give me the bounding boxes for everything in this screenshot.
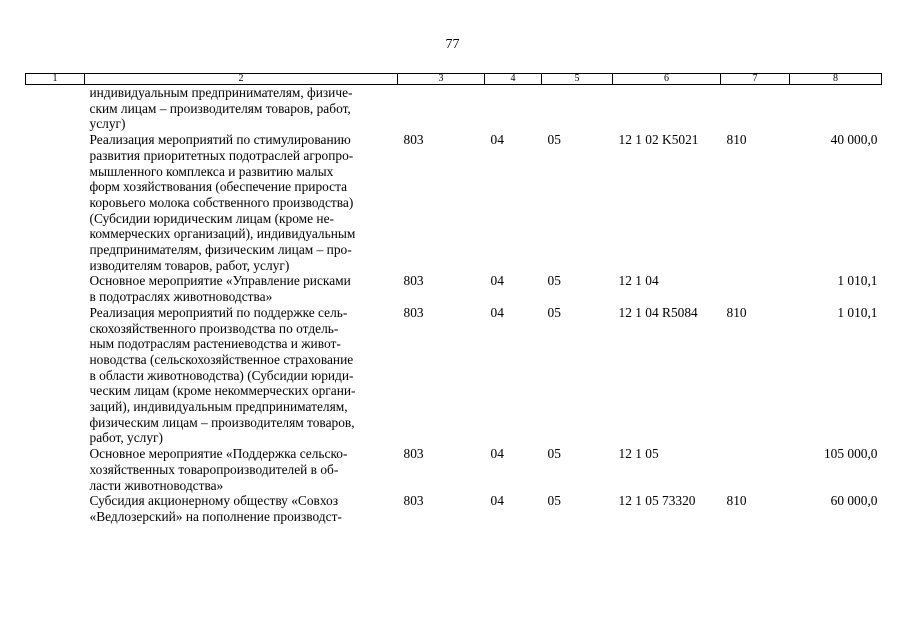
cell-target-article: 12 1 04 (618, 273, 659, 289)
table-row (26, 132, 882, 273)
column-header-2: 2 (85, 74, 398, 85)
table-body (26, 85, 882, 525)
cell-name: индивидуальным предпринимателям, физиче- ским лицам – производителям товаров, работ, услуг) (89, 85, 353, 132)
cell-section: 04 (490, 493, 504, 509)
page-number: 77 (445, 37, 460, 52)
cell-number (26, 493, 85, 524)
cell-number (26, 132, 85, 273)
cell-subsection: 05 (547, 493, 561, 509)
cell-target-article: 12 1 05 (618, 446, 659, 462)
cell-number (26, 273, 85, 304)
cell-expense-type: 810 (726, 493, 747, 509)
cell-grbs: 803 (403, 446, 424, 462)
cell-expense-type (721, 446, 790, 493)
column-header-5: 5 (542, 74, 613, 85)
column-header-7: 7 (721, 74, 790, 85)
table-row (26, 446, 882, 493)
column-header-3: 3 (398, 74, 485, 85)
cell-grbs: 803 (403, 493, 424, 509)
table-row (26, 493, 882, 524)
cell-grbs (398, 85, 485, 133)
column-number-header-row (26, 74, 882, 85)
cell-amount: 1 010,1 (837, 304, 878, 320)
cell-target-article (613, 85, 721, 133)
cell-subsection: 05 (547, 304, 561, 320)
column-header-1: 1 (26, 74, 85, 85)
cell-name: Субсидия акционерному обществу «Совхоз «Ведлозерский» на пополнение производст- (89, 493, 342, 524)
cell-number (26, 85, 85, 133)
cell-target-article: 12 1 02 K5021 (618, 132, 699, 148)
table-row (26, 305, 882, 446)
cell-expense-type (721, 85, 790, 133)
cell-amount: 40 000,0 (830, 132, 878, 148)
cell-grbs: 803 (403, 273, 424, 289)
cell-section: 04 (490, 273, 504, 289)
table-row (26, 273, 882, 304)
column-header-4: 4 (485, 74, 542, 85)
column-header-6: 6 (613, 74, 721, 85)
cell-section: 04 (490, 446, 504, 462)
cell-grbs: 803 (403, 132, 424, 148)
budget-table (25, 73, 882, 525)
cell-name: Основное мероприятие «Поддержка сельско- хозяйственных товаропроизводителей в об- ласти животноводства» (89, 446, 348, 493)
cell-number (26, 446, 85, 493)
column-header-8: 8 (790, 74, 882, 85)
cell-amount: 105 000,0 (823, 446, 878, 462)
cell-expense-type: 810 (726, 132, 747, 148)
cell-amount (790, 85, 882, 133)
cell-subsection: 05 (547, 446, 561, 462)
cell-grbs: 803 (403, 304, 424, 320)
cell-subsection (542, 85, 613, 133)
cell-subsection: 05 (547, 273, 561, 289)
cell-section (485, 85, 542, 133)
table-row (26, 85, 882, 133)
cell-expense-type: 810 (726, 304, 747, 320)
cell-name: Реализация мероприятий по стимулированию развития приоритетных подотраслей агропро- мышленного комплекса и развитию малых форм хозяйствования (обеспечение прироста коровьего молока собственного производства) (Субсидии юридическим лицам (кроме не- коммерческих организаций), индивидуальным предпринимателям, физическим лицам – про- изводителям товаров, работ, услуг) (89, 132, 356, 273)
cell-name: Основное мероприятие «Управление рисками в подотраслях животноводства» (89, 273, 351, 305)
cell-expense-type (721, 273, 790, 304)
cell-subsection: 05 (547, 132, 561, 148)
cell-amount: 60 000,0 (830, 493, 878, 509)
cell-number (26, 305, 85, 446)
cell-amount: 1 010,1 (837, 273, 878, 289)
cell-name: Реализация мероприятий по поддержке сель- скохозяйственного производства по отдель- ным подотраслям растениеводства и живот- новодства (сельскохозяйственное страхование в области животноводства) (Субсидии юриди- ческим лицам (кроме некоммерческих органи- заций), индивидуальным предпринимателям, физическим лицам – производителям товаров, работ, услуг) (89, 304, 356, 446)
cell-section: 04 (490, 304, 504, 320)
cell-target-article: 12 1 05 73320 (618, 493, 696, 509)
cell-target-article: 12 1 04 R5084 (618, 304, 698, 320)
cell-section: 04 (490, 132, 504, 148)
